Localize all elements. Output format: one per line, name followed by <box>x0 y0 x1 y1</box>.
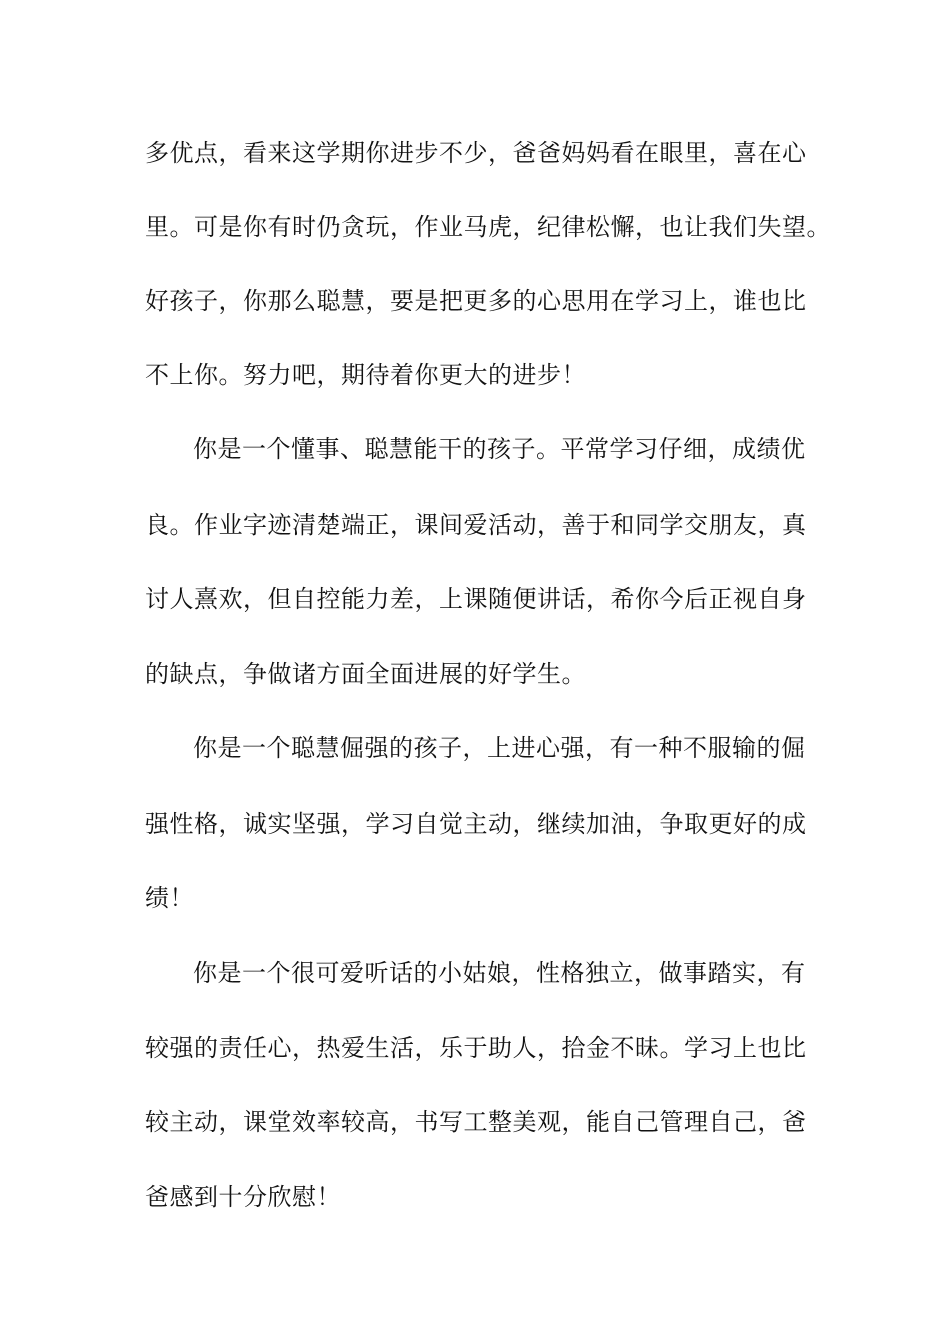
text-line: 的缺点，争做诸方面全面进展的好学生。 <box>145 660 586 688</box>
text-line: 较强的责任心，热爱生活，乐于助人，拾金不昧。学习上也比 <box>145 1034 807 1062</box>
text-line: 你是一个很可爱听话的小姑娘，性格独立，做事踏实，有 <box>193 959 806 987</box>
text-line: 绩！ <box>145 884 194 912</box>
text-line: 里。可是你有时仍贪玩，作业马虎，纪律松懈，也让我们失望。 <box>145 213 831 241</box>
text-line: 你是一个懂事、聪慧能干的孩子。平常学习仔细，成绩优 <box>193 435 806 463</box>
text-line: 讨人熹欢，但自控能力差，上课随便讲话，希你今后正视自身 <box>145 585 807 613</box>
text-line: 良。作业字迹清楚端正，课间爱活动，善于和同学交朋友，真 <box>145 511 807 539</box>
text-line: 好孩子，你那么聪慧，要是把更多的心思用在学习上，谁也比 <box>145 287 807 315</box>
text-line: 爸感到十分欣慰！ <box>145 1183 341 1211</box>
text-line: 强性格，诚实坚强，学习自觉主动，继续加油，争取更好的成 <box>145 810 807 838</box>
text-line: 不上你。努力吧，期待着你更大的进步！ <box>145 361 586 389</box>
text-line: 你是一个聪慧倔强的孩子，上进心强，有一种不服输的倔 <box>193 734 806 762</box>
text-line: 多优点，看来这学期你进步不少，爸爸妈妈看在眼里，喜在心 <box>145 139 807 167</box>
text-line: 较主动，课堂效率较高，书写工整美观，能自己管理自己，爸 <box>145 1108 807 1136</box>
